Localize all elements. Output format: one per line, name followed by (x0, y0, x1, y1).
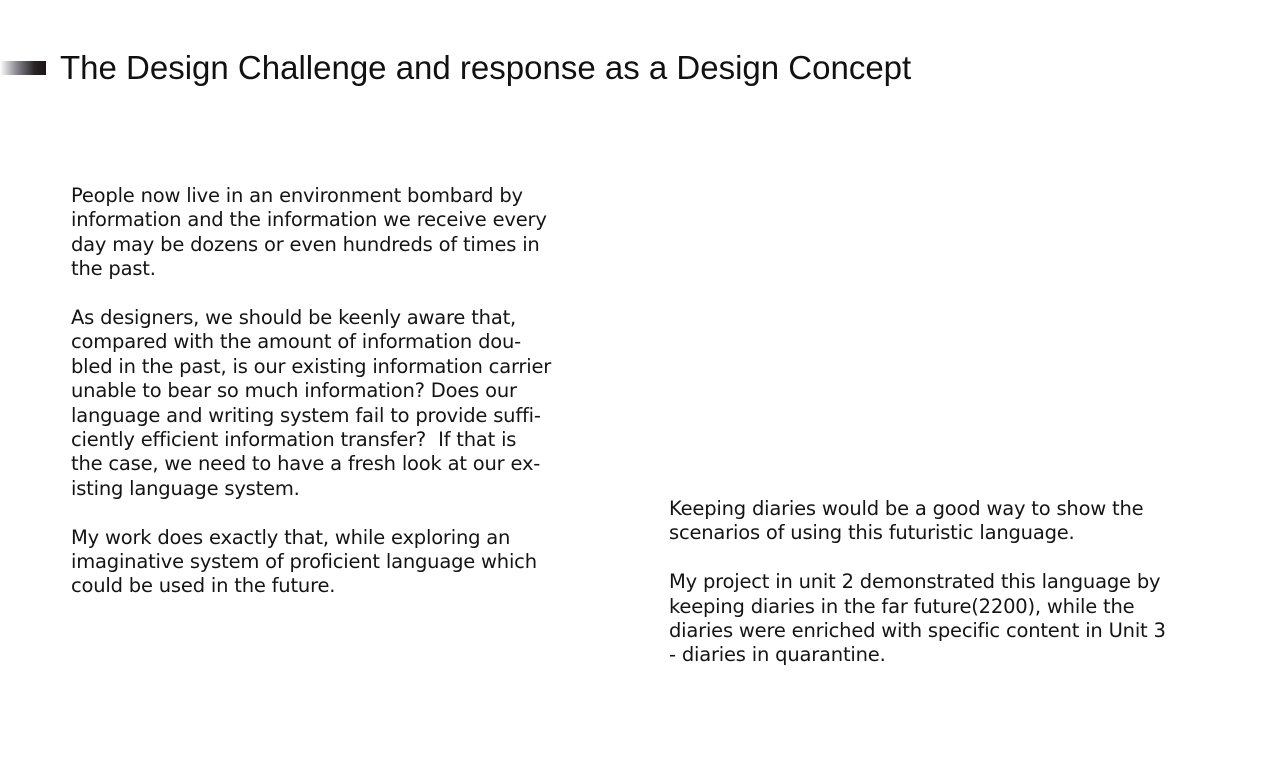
text-line: information and the information we receive every (71, 208, 547, 232)
text-line: bled in the past, is our existing information carrier (71, 354, 552, 378)
paragraph-designer-awareness (71, 306, 591, 501)
text-line: diaries were enriched with specific content in Unit 3 (669, 619, 1166, 643)
text-line: My project in unit 2 demonstrated this language by (669, 570, 1161, 594)
text-line: day may be dozens or even hundreds of times in (71, 232, 540, 256)
text-line: compared with the amount of information dou- (71, 330, 521, 354)
text-line: - diaries in quarantine. (669, 643, 886, 667)
text-line: keeping diaries in the far future(2200), while the (669, 594, 1135, 618)
text-line: language and writing system fail to provide suffi- (71, 403, 541, 427)
left-text-column (71, 184, 591, 623)
right-text-column (669, 497, 1229, 692)
text-line: imaginative system of proficient language which (71, 550, 537, 574)
text-line: unable to bear so much information? Does our (71, 379, 517, 403)
paragraph-keeping-diaries (669, 497, 1229, 546)
text-line: People now live in an environment bombard by (71, 184, 523, 207)
paragraph-my-work (71, 526, 591, 599)
text-line: the past. (71, 257, 156, 281)
text-line: My work does exactly that, while exploring an (71, 525, 511, 549)
page-title: The Design Challenge and response as a Design Concept (60, 49, 912, 86)
text-line: Keeping diaries would be a good way to show the (669, 497, 1144, 520)
paragraph-unit-project (669, 570, 1229, 668)
text-line: As designers, we should be keenly aware that, (71, 306, 517, 330)
text-line: scenarios of using this futuristic language. (669, 521, 1075, 545)
text-line: the case, we need to have a fresh look at our ex- (71, 452, 541, 476)
text-line: ciently efficient information transfer? If that is (71, 428, 517, 452)
text-line: isting language system. (71, 476, 300, 500)
title-accent-bar (0, 61, 46, 75)
paragraph-information-overload (71, 184, 591, 282)
text-line: could be used in the future. (71, 574, 336, 598)
